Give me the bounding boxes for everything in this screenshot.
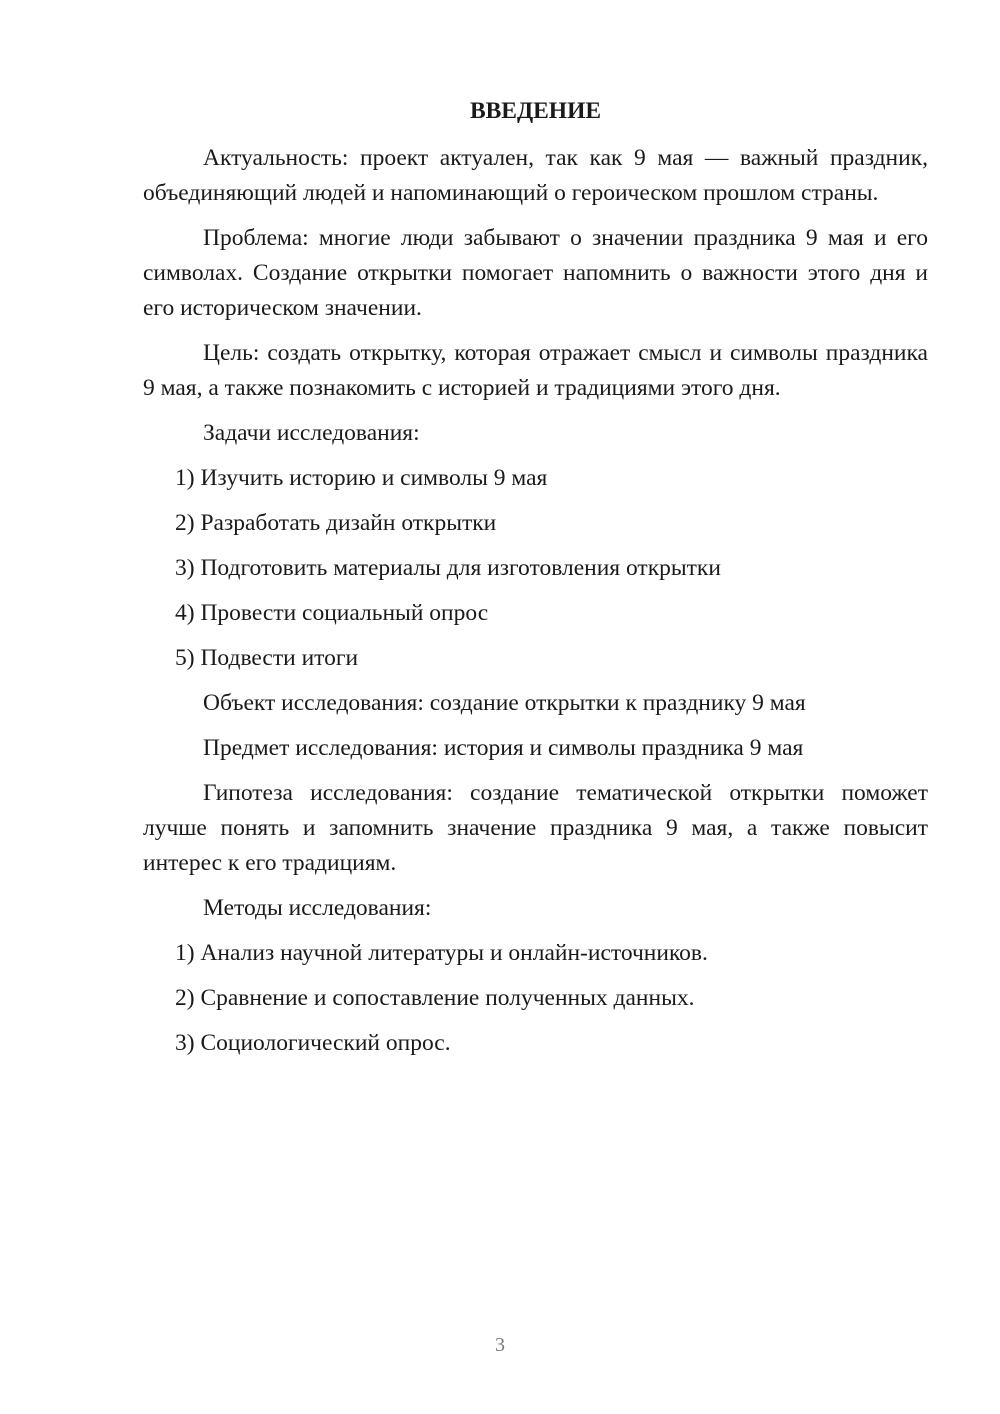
methods-label: Методы исследования: <box>203 895 432 921</box>
method-item: 1) Анализ научной литературы и онлайн-источников. <box>175 940 708 966</box>
page-content <box>143 94 928 1071</box>
task-item: 1) Изучить историю и символы 9 мая <box>175 465 548 491</box>
method-item: 2) Сравнение и сопоставление полученных данных. <box>175 985 695 1011</box>
tasks-label: Задачи исследования: <box>203 420 420 446</box>
object-line: Объект исследования: создание открытки к празднику 9 мая <box>203 690 806 716</box>
subject-line: Предмет исследования: история и символы праздника 9 мая <box>203 735 804 761</box>
relevance-paragraph: Актуальность: проект актуален, так как 9 мая — важный праздник, объединяющий людей и напоминающий о героическом прошлом страны. <box>143 145 928 206</box>
task-item: 3) Подготовить материалы для изготовления открытки <box>175 555 721 581</box>
methods-list <box>143 936 928 1061</box>
task-item: 4) Провести социальный опрос <box>175 600 489 626</box>
task-item: 5) Подвести итоги <box>175 645 359 671</box>
page-number: 3 <box>495 1334 505 1356</box>
tasks-list <box>143 461 928 676</box>
task-item: 2) Разработать дизайн открытки <box>175 510 497 536</box>
problem-paragraph: Проблема: многие люди забывают о значении праздника 9 мая и его символах. Создание открытки помогает напомнить о важности этого дня и его историческом значении. <box>143 225 928 321</box>
goal-paragraph: Цель: создать открытку, которая отражает смысл и символы праздника 9 мая, а также познакомить с историей и традициями этого дня. <box>143 340 928 401</box>
hypothesis-paragraph: Гипотеза исследования: создание тематической открытки поможет лучше понять и запомнить значение праздника 9 мая, а также повысит интерес к его традициям. <box>143 780 928 876</box>
section-title: ВВЕДЕНИЕ <box>469 98 602 124</box>
method-item: 3) Социологический опрос. <box>175 1030 451 1056</box>
